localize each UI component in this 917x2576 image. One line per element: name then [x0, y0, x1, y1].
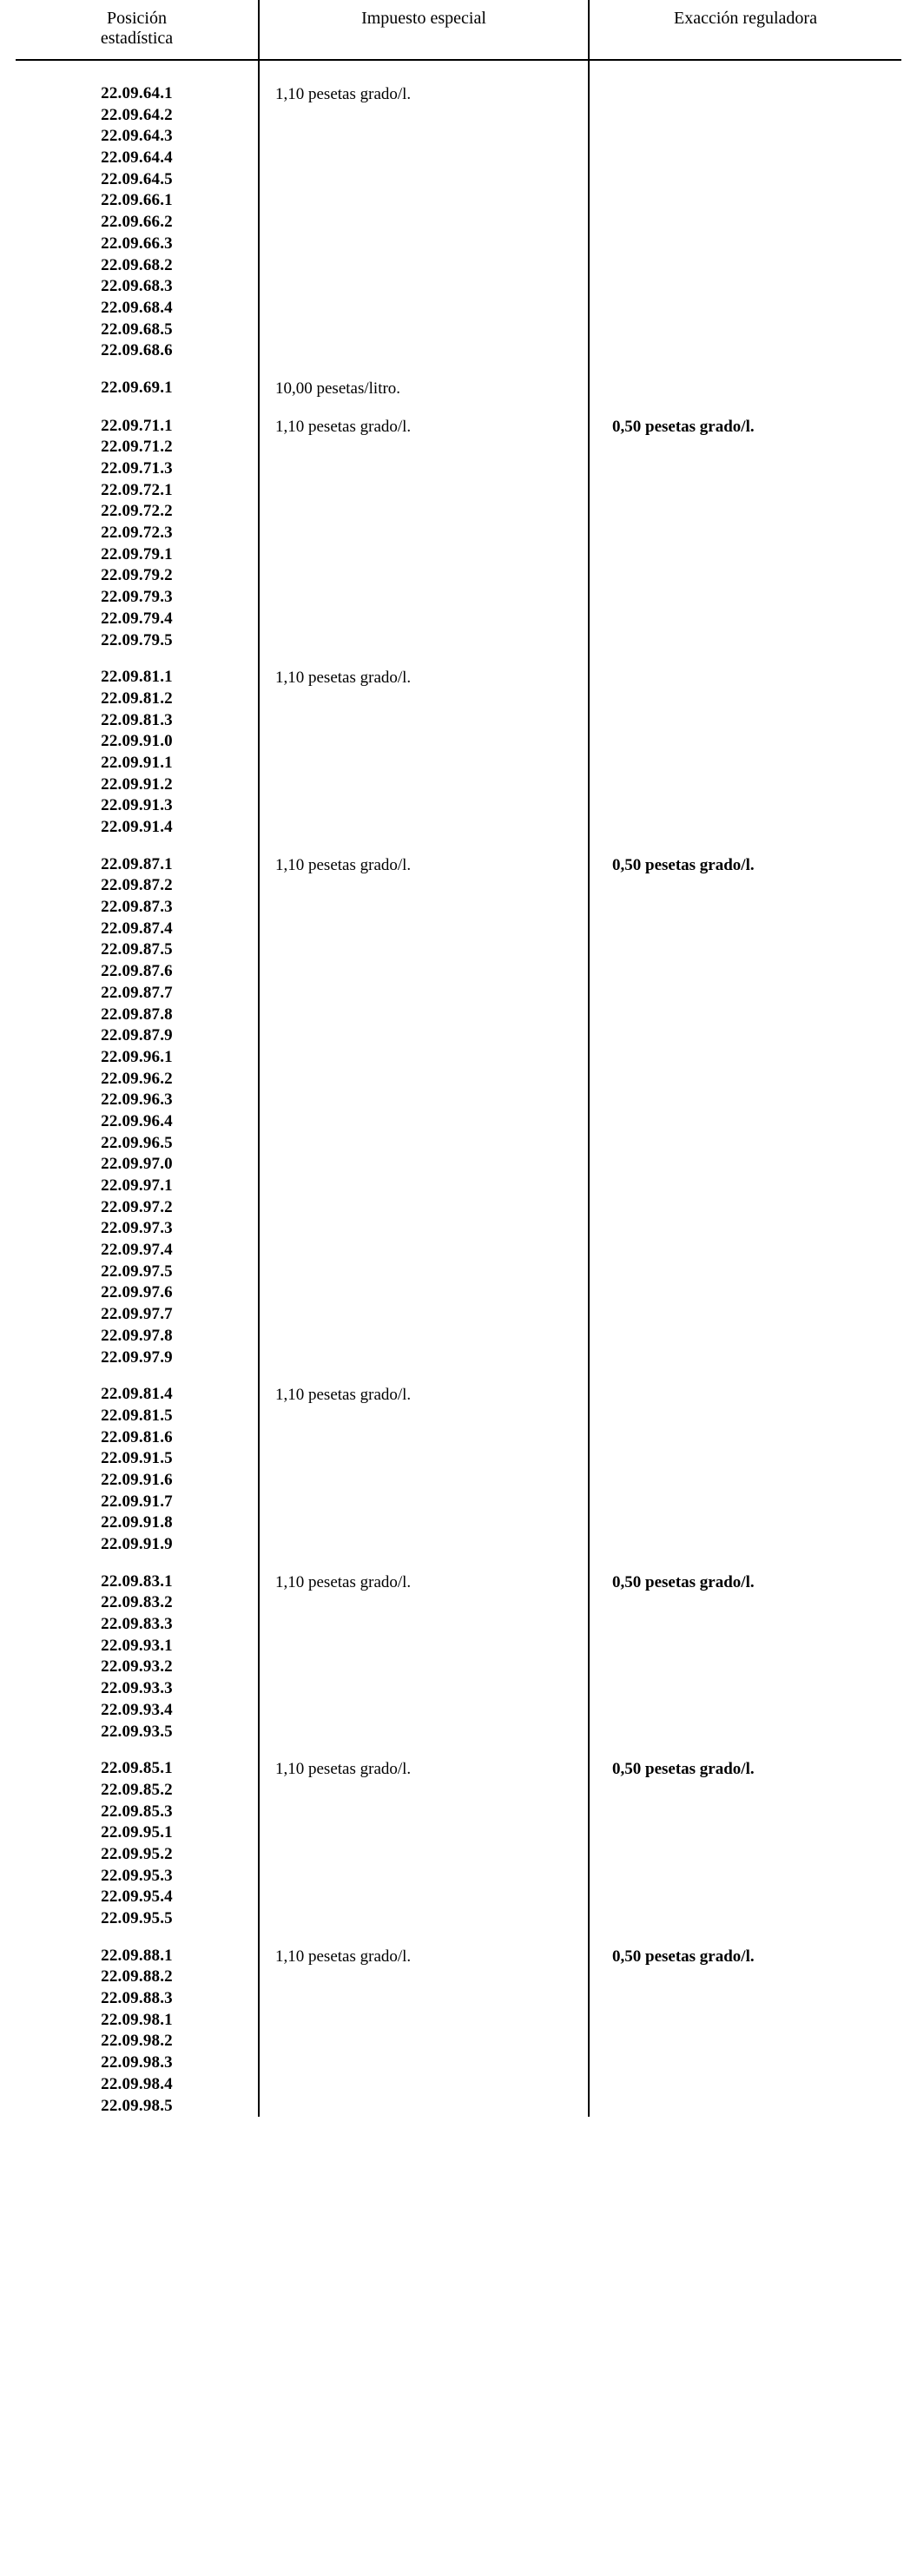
- code-item: 22.09.87.4: [101, 919, 173, 938]
- spacer-cell: [589, 1743, 901, 1758]
- exaccion-value: 0,50 pesetas grado/l.: [612, 1760, 755, 1779]
- exaccion-value: [612, 1384, 901, 1385]
- code-item: 22.09.83.2: [101, 1593, 173, 1612]
- code-item: 22.09.93.1: [101, 1636, 173, 1655]
- gap-cell: [259, 61, 589, 83]
- code-list: [16, 416, 258, 652]
- cell-impuesto-especial: [259, 83, 589, 362]
- code-item: 22.09.98.3: [101, 2053, 173, 2072]
- code-list: [16, 854, 258, 1369]
- gap-cell: [589, 61, 901, 83]
- code-item: 22.09.87.8: [101, 1005, 173, 1024]
- tariff-table: [16, 0, 901, 2117]
- group-spacer-row: [16, 651, 901, 667]
- code-item: 22.09.79.2: [101, 566, 173, 585]
- impuesto-value: 1,10 pesetas grado/l.: [275, 1572, 412, 1591]
- code-item: 22.09.79.5: [101, 630, 173, 649]
- cell-exaccion-reguladora: [589, 1946, 901, 2118]
- cell-impuesto-especial: [259, 1758, 589, 1930]
- code-list: [16, 1384, 258, 1556]
- cell-posicion-codes: [16, 416, 259, 652]
- code-item: 22.09.85.2: [101, 1780, 173, 1799]
- cell-impuesto-especial: [259, 854, 589, 1369]
- code-item: 22.09.97.3: [101, 1219, 173, 1238]
- code-list: [16, 1946, 258, 2118]
- gap-cell: [16, 61, 259, 83]
- group-spacer-row: [16, 1556, 901, 1571]
- code-item: 22.09.98.4: [101, 2074, 173, 2093]
- cell-impuesto-especial: [259, 667, 589, 839]
- spacer-cell: [259, 1556, 589, 1571]
- code-item: 22.09.96.1: [101, 1047, 173, 1066]
- spacer-cell: [589, 1556, 901, 1571]
- code-item: 22.09.81.4: [101, 1385, 173, 1404]
- code-item: 22.09.66.2: [101, 213, 173, 232]
- code-item: 22.09.88.3: [101, 1989, 173, 2008]
- exaccion-value: 0,50 pesetas grado/l.: [612, 417, 755, 436]
- code-list: [16, 378, 258, 399]
- code-item: 22.09.93.2: [101, 1657, 173, 1677]
- code-item: 22.09.87.3: [101, 898, 173, 917]
- code-item: 22.09.96.4: [101, 1111, 173, 1130]
- code-item: 22.09.64.3: [101, 127, 173, 146]
- code-list: [16, 83, 258, 362]
- code-item: 22.09.79.4: [101, 609, 173, 628]
- code-item: 22.09.72.2: [101, 502, 173, 521]
- code-item: 22.09.93.4: [101, 1700, 173, 1719]
- exaccion-value: [612, 83, 901, 84]
- header-posicion-line2: estadística: [100, 29, 174, 48]
- code-item: 22.09.95.3: [101, 1866, 173, 1885]
- impuesto-value: 1,10 pesetas grado/l.: [275, 417, 412, 436]
- impuesto-value: 1,10 pesetas grado/l.: [275, 1386, 412, 1405]
- code-item: 22.09.72.3: [101, 524, 173, 543]
- code-item: 22.09.91.5: [101, 1449, 173, 1468]
- table-row: [16, 1384, 901, 1556]
- code-list: [16, 1758, 258, 1930]
- code-item: 22.09.71.1: [101, 416, 173, 435]
- code-item: 22.09.85.3: [101, 1802, 173, 1821]
- code-item: 22.09.91.9: [101, 1535, 173, 1553]
- code-item: 22.09.64.4: [101, 148, 173, 168]
- code-item: 22.09.81.2: [101, 688, 173, 708]
- header-cell-posicion: [16, 0, 259, 59]
- code-item: 22.09.81.1: [101, 668, 173, 687]
- code-item: 22.09.87.6: [101, 962, 173, 981]
- cell-exaccion-reguladora: [589, 1758, 901, 1930]
- group-spacer-row: [16, 839, 901, 854]
- code-item: 22.09.98.1: [101, 2010, 173, 2029]
- cell-posicion-codes: [16, 83, 259, 362]
- cell-exaccion-reguladora: [589, 416, 901, 652]
- code-item: 22.09.71.3: [101, 459, 173, 478]
- code-item: 22.09.69.1: [101, 378, 173, 397]
- code-item: 22.09.88.2: [101, 1967, 173, 1986]
- code-item: 22.09.91.4: [101, 818, 173, 836]
- cell-posicion-codes: [16, 667, 259, 839]
- spacer-cell: [259, 362, 589, 378]
- spacer-cell: [589, 362, 901, 378]
- code-item: 22.09.72.1: [101, 480, 173, 499]
- code-item: 22.09.81.3: [101, 710, 173, 729]
- cell-posicion-codes: [16, 1384, 259, 1556]
- cell-posicion-codes: [16, 1571, 259, 1743]
- code-item: 22.09.83.1: [101, 1571, 173, 1591]
- code-item: 22.09.95.1: [101, 1823, 173, 1842]
- group-spacer-row: [16, 1743, 901, 1758]
- cell-impuesto-especial: [259, 378, 589, 400]
- cell-exaccion-reguladora: [589, 1384, 901, 1556]
- spacer-cell: [259, 1930, 589, 1946]
- table-body: [16, 59, 901, 2117]
- code-item: 22.09.79.3: [101, 588, 173, 607]
- table-row: [16, 667, 901, 839]
- spacer-cell: [259, 1368, 589, 1384]
- code-item: 22.09.85.1: [101, 1759, 173, 1778]
- code-item: 22.09.93.3: [101, 1679, 173, 1698]
- code-item: 22.09.68.2: [101, 255, 173, 274]
- cell-posicion-codes: [16, 378, 259, 400]
- spacer-cell: [259, 1743, 589, 1758]
- table-row: [16, 83, 901, 362]
- code-item: 22.09.87.5: [101, 940, 173, 959]
- spacer-cell: [16, 1368, 259, 1384]
- spacer-cell: [259, 839, 589, 854]
- code-item: 22.09.64.5: [101, 169, 173, 188]
- code-item: 22.09.97.6: [101, 1283, 173, 1302]
- spacer-cell: [259, 400, 589, 416]
- code-item: 22.09.81.5: [101, 1406, 173, 1425]
- spacer-cell: [589, 651, 901, 667]
- code-item: 22.09.68.4: [101, 298, 173, 317]
- spacer-cell: [16, 1556, 259, 1571]
- code-item: 22.09.79.1: [101, 544, 173, 563]
- cell-exaccion-reguladora: [589, 667, 901, 839]
- code-item: 22.09.88.1: [101, 1946, 173, 1965]
- code-item: 22.09.97.4: [101, 1241, 173, 1260]
- code-item: 22.09.93.5: [101, 1722, 173, 1741]
- spacer-cell: [16, 1930, 259, 1946]
- spacer-cell: [16, 400, 259, 416]
- code-item: 22.09.83.3: [101, 1615, 173, 1634]
- cell-posicion-codes: [16, 1946, 259, 2118]
- cell-impuesto-especial: [259, 1946, 589, 2118]
- group-spacer-row: [16, 1368, 901, 1384]
- code-item: 22.09.87.7: [101, 983, 173, 1002]
- cell-exaccion-reguladora: [589, 854, 901, 1369]
- top-gap-row: [16, 61, 901, 83]
- header-cell-impuesto: Impuesto especial: [259, 0, 589, 59]
- group-spacer-row: [16, 400, 901, 416]
- code-item: 22.09.97.9: [101, 1347, 173, 1367]
- code-item: 22.09.64.1: [101, 84, 173, 102]
- code-item: 22.09.68.5: [101, 320, 173, 339]
- code-list: [16, 1571, 258, 1743]
- code-item: 22.09.96.5: [101, 1133, 173, 1152]
- code-item: 22.09.98.2: [101, 2032, 173, 2051]
- group-spacer-row: [16, 1930, 901, 1946]
- exaccion-value: 0,50 pesetas grado/l.: [612, 855, 755, 874]
- code-item: 22.09.87.9: [101, 1026, 173, 1045]
- exaccion-value: 0,50 pesetas grado/l.: [612, 1947, 755, 1966]
- table-row: [16, 378, 901, 400]
- code-item: 22.09.97.2: [101, 1197, 173, 1216]
- spacer-cell: [16, 651, 259, 667]
- cell-posicion-codes: [16, 1758, 259, 1930]
- code-list: [16, 667, 258, 839]
- exaccion-value: [612, 378, 901, 379]
- header-posicion-line1: Posición: [107, 9, 167, 28]
- code-item: 22.09.91.1: [101, 753, 173, 772]
- impuesto-value: 1,10 pesetas grado/l.: [275, 85, 412, 103]
- cell-impuesto-especial: [259, 1384, 589, 1556]
- impuesto-value: 1,10 pesetas grado/l.: [275, 1760, 412, 1779]
- code-item: 22.09.91.3: [101, 796, 173, 815]
- header-cell-exaccion: Exacción reguladora: [674, 9, 817, 28]
- code-item: 22.09.97.7: [101, 1305, 173, 1324]
- code-item: 22.09.96.3: [101, 1090, 173, 1110]
- cell-exaccion-reguladora: [589, 83, 901, 362]
- spacer-cell: [259, 651, 589, 667]
- code-item: 22.09.91.8: [101, 1513, 173, 1532]
- table-row: [16, 1571, 901, 1743]
- table-header: [16, 0, 901, 59]
- table-row: [16, 1758, 901, 1930]
- spacer-cell: [16, 362, 259, 378]
- code-item: 22.09.68.3: [101, 277, 173, 296]
- code-item: 22.09.91.2: [101, 774, 173, 794]
- code-item: 22.09.66.3: [101, 234, 173, 253]
- code-item: 22.09.95.4: [101, 1888, 173, 1907]
- table-row: [16, 1946, 901, 2118]
- cell-exaccion-reguladora: [589, 378, 901, 400]
- exaccion-value: [612, 667, 901, 668]
- code-item: 22.09.81.6: [101, 1427, 173, 1446]
- code-item: 22.09.68.6: [101, 341, 173, 360]
- cell-impuesto-especial: [259, 416, 589, 652]
- code-item: 22.09.97.8: [101, 1326, 173, 1345]
- spacer-cell: [16, 1743, 259, 1758]
- code-item: 22.09.91.6: [101, 1470, 173, 1489]
- code-item: 22.09.95.5: [101, 1909, 173, 1927]
- spacer-cell: [589, 400, 901, 416]
- impuesto-value: 1,10 pesetas grado/l.: [275, 1947, 412, 1966]
- cell-impuesto-especial: [259, 1571, 589, 1743]
- exaccion-value: 0,50 pesetas grado/l.: [612, 1572, 755, 1591]
- spacer-cell: [589, 1930, 901, 1946]
- spacer-cell: [589, 839, 901, 854]
- impuesto-value: 1,10 pesetas grado/l.: [275, 669, 412, 688]
- code-item: 22.09.97.1: [101, 1176, 173, 1195]
- code-item: 22.09.91.0: [101, 732, 173, 751]
- code-item: 22.09.98.5: [101, 2096, 173, 2115]
- code-item: 22.09.91.7: [101, 1492, 173, 1511]
- code-item: 22.09.87.1: [101, 854, 173, 873]
- spacer-cell: [16, 839, 259, 854]
- code-item: 22.09.64.2: [101, 105, 173, 124]
- impuesto-value: 10,00 pesetas/litro.: [275, 379, 401, 398]
- table-row: [16, 416, 901, 652]
- code-item: 22.09.66.1: [101, 191, 173, 210]
- code-item: 22.09.71.2: [101, 438, 173, 457]
- cell-posicion-codes: [16, 854, 259, 1369]
- code-item: 22.09.97.5: [101, 1262, 173, 1281]
- table-row: [16, 854, 901, 1369]
- spacer-cell: [589, 1368, 901, 1384]
- code-item: 22.09.87.2: [101, 876, 173, 895]
- group-spacer-row: [16, 362, 901, 378]
- code-item: 22.09.96.2: [101, 1069, 173, 1088]
- impuesto-value: 1,10 pesetas grado/l.: [275, 855, 412, 874]
- code-item: 22.09.97.0: [101, 1155, 173, 1174]
- cell-exaccion-reguladora: [589, 1571, 901, 1743]
- code-item: 22.09.95.2: [101, 1844, 173, 1863]
